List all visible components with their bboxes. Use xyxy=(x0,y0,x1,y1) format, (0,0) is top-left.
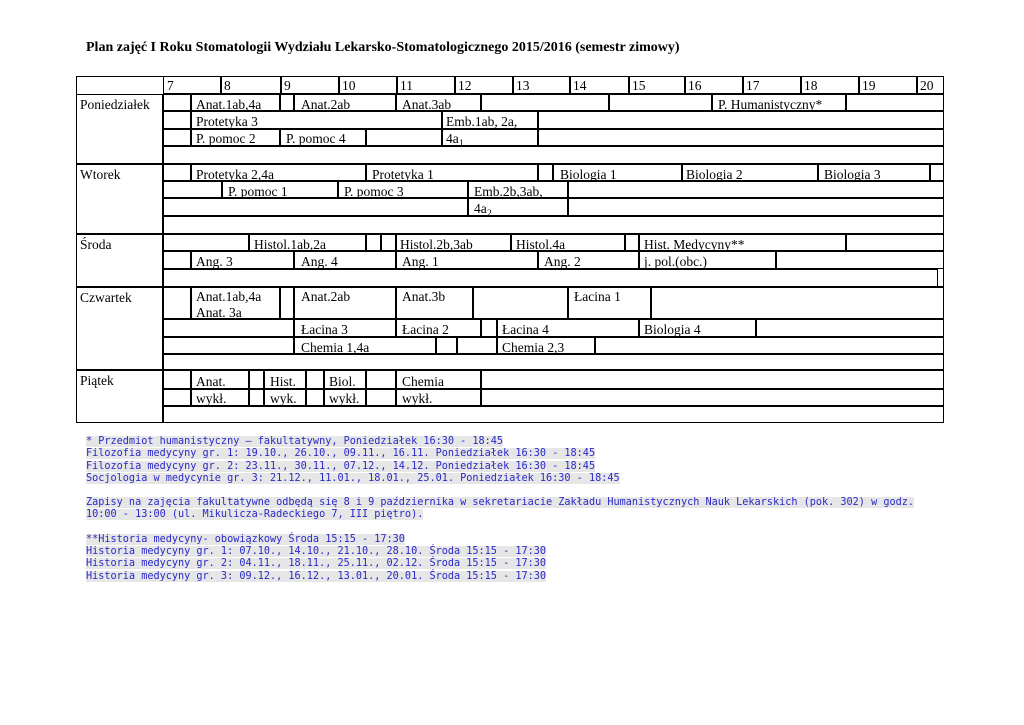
note-philosophy-2: Filozofia medycyny gr. 2: 23.11., 30.11., 07.12., 14.12. Poniedziałek 16:30 - 18:45 xyxy=(86,460,596,472)
grid-cell xyxy=(568,181,944,198)
class-slot xyxy=(366,234,381,251)
header-divider xyxy=(338,76,340,94)
class-lacina-1: Łacina 1 xyxy=(574,289,621,304)
class-emb-2b-3ab: Emb.2b,3ab, xyxy=(474,184,543,199)
class-hist-lecture-2: wyk. xyxy=(270,391,297,406)
class-slot xyxy=(249,389,264,406)
page-title: Plan zajęć I Roku Stomatologii Wydziału Lekarsko-Stomatologicznego 2015/2016 (semestr zimowy) xyxy=(86,40,680,55)
header-divider xyxy=(742,76,744,94)
class-biologia-1: Biologia 1 xyxy=(560,167,617,182)
hour-7: 7 xyxy=(167,78,174,93)
grid-cell xyxy=(538,164,553,181)
class-slot xyxy=(163,337,294,354)
class-anat-1ab-4a: Anat.1ab,4a xyxy=(196,289,262,304)
header-divider xyxy=(569,76,571,94)
hour-20: 20 xyxy=(920,78,934,93)
hour-9: 9 xyxy=(284,78,291,93)
grid-cell xyxy=(366,129,442,146)
class-chemia-1-4a: Chemia 1,4a xyxy=(301,340,370,355)
class-slot xyxy=(595,337,944,354)
note-enrollment: Zapisy na zajęcia fakultatywne odbędą się 8 i 9 października w sekretariacie Zakładu Humanistycznych Nauk Lekarskich (pok. 302) w godz. 10:00 - 13:00 (ul. Mikulicza-Radeckiego 7, III piętro). xyxy=(86,497,915,521)
note-humanistic: * Przedmiot humanistyczny – fakultatywny, Poniedziałek 16:30 - 18:45 xyxy=(86,436,504,447)
header-divider xyxy=(916,76,918,94)
hour-14: 14 xyxy=(573,78,587,93)
class-histol-1ab-2a: Histol.1ab,2a xyxy=(254,237,326,252)
hour-11: 11 xyxy=(400,78,413,93)
class-slot xyxy=(163,319,294,337)
class-chemia-lecture-2: wykł. xyxy=(402,391,433,406)
class-ang-2: Ang. 2 xyxy=(544,254,581,269)
header-divider xyxy=(454,76,456,94)
grid-cell xyxy=(163,181,222,198)
class-anat-3a: Anat. 3a xyxy=(196,305,242,320)
class-slot xyxy=(436,337,457,354)
class-ang-3: Ang. 3 xyxy=(196,254,233,269)
class-lacina-4: Łacina 4 xyxy=(502,322,549,337)
hour-15: 15 xyxy=(632,78,646,93)
class-slot xyxy=(776,251,944,269)
class-emb-4a: 4a xyxy=(474,201,487,216)
day-label-1: Wtorek xyxy=(80,167,121,182)
class-anat-2ab: Anat.2ab xyxy=(301,289,351,304)
empty-row xyxy=(163,406,944,423)
class-slot xyxy=(756,319,944,337)
class-anat-3b: Anat.3b xyxy=(402,289,446,304)
class-slot xyxy=(280,94,294,111)
class-emb-1ab-2a: Emb.1ab, 2a, xyxy=(446,114,518,129)
class-emb-4a: 4a xyxy=(446,131,459,146)
hour-8: 8 xyxy=(224,78,231,93)
class-hist-medycyny: Hist. Medycyny** xyxy=(644,237,745,252)
class-slot xyxy=(481,94,609,111)
day-label-2: Środa xyxy=(80,237,112,252)
class-biol-lecture: Biol. xyxy=(329,374,356,389)
schedule-table xyxy=(76,76,944,423)
hour-10: 10 xyxy=(342,78,356,93)
grid-cell xyxy=(280,287,294,319)
class-protetyka-3: Protetyka 3 xyxy=(196,114,258,129)
class-slot xyxy=(163,251,191,269)
class-slot xyxy=(163,234,249,251)
class-emb-subscript-2: 2 xyxy=(487,209,492,219)
class-emb-subscript-1: 1 xyxy=(459,139,464,149)
class-ang-1: Ang. 1 xyxy=(402,254,439,269)
grid-cell xyxy=(651,287,944,319)
class-slot xyxy=(846,234,944,251)
empty-row xyxy=(163,269,938,287)
class-slot xyxy=(381,234,396,251)
day-label-0: Poniedziałek xyxy=(80,97,150,112)
day-label-3: Czwartek xyxy=(80,290,132,305)
class-slot xyxy=(249,370,264,389)
header-divider xyxy=(396,76,398,94)
class-histol-2b-3ab: Histol.2b,3ab xyxy=(400,237,473,252)
class-slot xyxy=(306,389,324,406)
class-anat-lecture-2: wykł. xyxy=(196,391,227,406)
header-divider xyxy=(858,76,860,94)
day-label-4: Piątek xyxy=(80,373,114,388)
class-slot xyxy=(481,389,944,406)
grid-cell xyxy=(538,129,944,146)
grid-cell xyxy=(163,164,191,181)
hour-16: 16 xyxy=(688,78,702,93)
empty-row xyxy=(163,354,944,370)
grid-cell xyxy=(538,111,944,129)
note-history-2: Historia medycyny gr. 2: 04.11., 18.11., 25.11., 02.12. Środa 15:15 - 17:30 xyxy=(86,558,547,570)
class-hist-lecture: Hist. xyxy=(270,374,296,389)
class-slot xyxy=(481,370,944,389)
class-j-pol-obc: j. pol.(obc.) xyxy=(644,254,707,269)
grid-cell xyxy=(163,198,468,216)
header-divider xyxy=(628,76,630,94)
class-slot xyxy=(481,319,497,337)
class-p-pomoc-2: P. pomoc 2 xyxy=(196,131,256,146)
header-divider xyxy=(800,76,802,94)
class-p-pomoc-3: P. pomoc 3 xyxy=(344,184,404,199)
class-anat-3ab: Anat.3ab xyxy=(402,97,452,112)
class-slot xyxy=(163,370,191,389)
hour-12: 12 xyxy=(458,78,472,93)
note-history-1: Historia medycyny gr. 1: 07.10., 14.10., 21.10., 28.10. Środa 15:15 - 17:30 xyxy=(86,546,547,558)
class-slot xyxy=(163,389,191,406)
empty-row xyxy=(163,146,944,164)
class-biologia-4: Biologia 4 xyxy=(644,322,701,337)
note-history-3: Historia medycyny gr. 3: 09.12., 16.12., 13.01., 20.01. Środa 15:15 - 17:30 xyxy=(86,570,547,582)
class-slot xyxy=(457,337,497,354)
hour-13: 13 xyxy=(516,78,530,93)
class-chemia-2-3: Chemia 2,3 xyxy=(502,340,565,355)
class-p-humanistyczny: P. Humanistyczny* xyxy=(718,97,823,112)
grid-cell xyxy=(473,287,568,319)
class-biologia-3: Biologia 3 xyxy=(824,167,881,182)
grid-cell xyxy=(163,111,191,129)
class-slot xyxy=(366,389,396,406)
class-chemia-lecture: Chemia xyxy=(402,374,444,389)
class-slot xyxy=(306,370,324,389)
footnotes xyxy=(86,436,946,583)
empty-row xyxy=(163,216,944,234)
class-slot xyxy=(625,234,639,251)
class-lacina-2: Łacina 2 xyxy=(402,322,449,337)
class-lacina-3: Łacina 3 xyxy=(301,322,348,337)
class-slot xyxy=(366,370,396,389)
class-histol-4a: Histol.4a xyxy=(516,237,566,252)
class-anat-lecture: Anat. xyxy=(196,374,226,389)
grid-cell xyxy=(163,129,191,146)
class-ang-4: Ang. 4 xyxy=(301,254,338,269)
header-divider xyxy=(220,76,222,94)
note-sociology-3: Socjologia w medycynie gr. 3: 21.12., 11.01., 18.01., 25.01. Poniedziałek 16:30 - 18:45 xyxy=(86,472,620,484)
hour-19: 19 xyxy=(862,78,876,93)
class-anat-1ab-4a: Anat.1ab,4a xyxy=(196,97,262,112)
class-protetyka-1: Protetyka 1 xyxy=(372,167,434,182)
note-history-mandatory: **Historia medycyny- obowiązkowy Środa 15:15 - 17:30 xyxy=(86,533,405,545)
class-biol-lecture-2: wykł. xyxy=(329,391,360,406)
class-p-pomoc-1: P. pomoc 1 xyxy=(228,184,288,199)
class-anat-2ab: Anat.2ab xyxy=(301,97,351,112)
header-divider xyxy=(512,76,514,94)
grid-cell xyxy=(568,198,944,216)
grid-cell xyxy=(163,287,191,319)
class-protetyka-2-4a: Protetyka 2,4a xyxy=(196,167,274,182)
header-divider xyxy=(280,76,282,94)
grid-cell xyxy=(930,164,944,181)
class-slot xyxy=(163,94,191,111)
note-philosophy-1: Filozofia medycyny gr. 1: 19.10., 26.10., 09.11., 16.11. Poniedziałek 16:30 - 18:45 xyxy=(86,448,596,460)
class-slot xyxy=(846,94,944,111)
hour-18: 18 xyxy=(804,78,818,93)
class-slot xyxy=(609,94,712,111)
class-biologia-2: Biologia 2 xyxy=(686,167,743,182)
class-p-pomoc-4: P. pomoc 4 xyxy=(286,131,346,146)
header-divider xyxy=(684,76,686,94)
hour-17: 17 xyxy=(746,78,760,93)
